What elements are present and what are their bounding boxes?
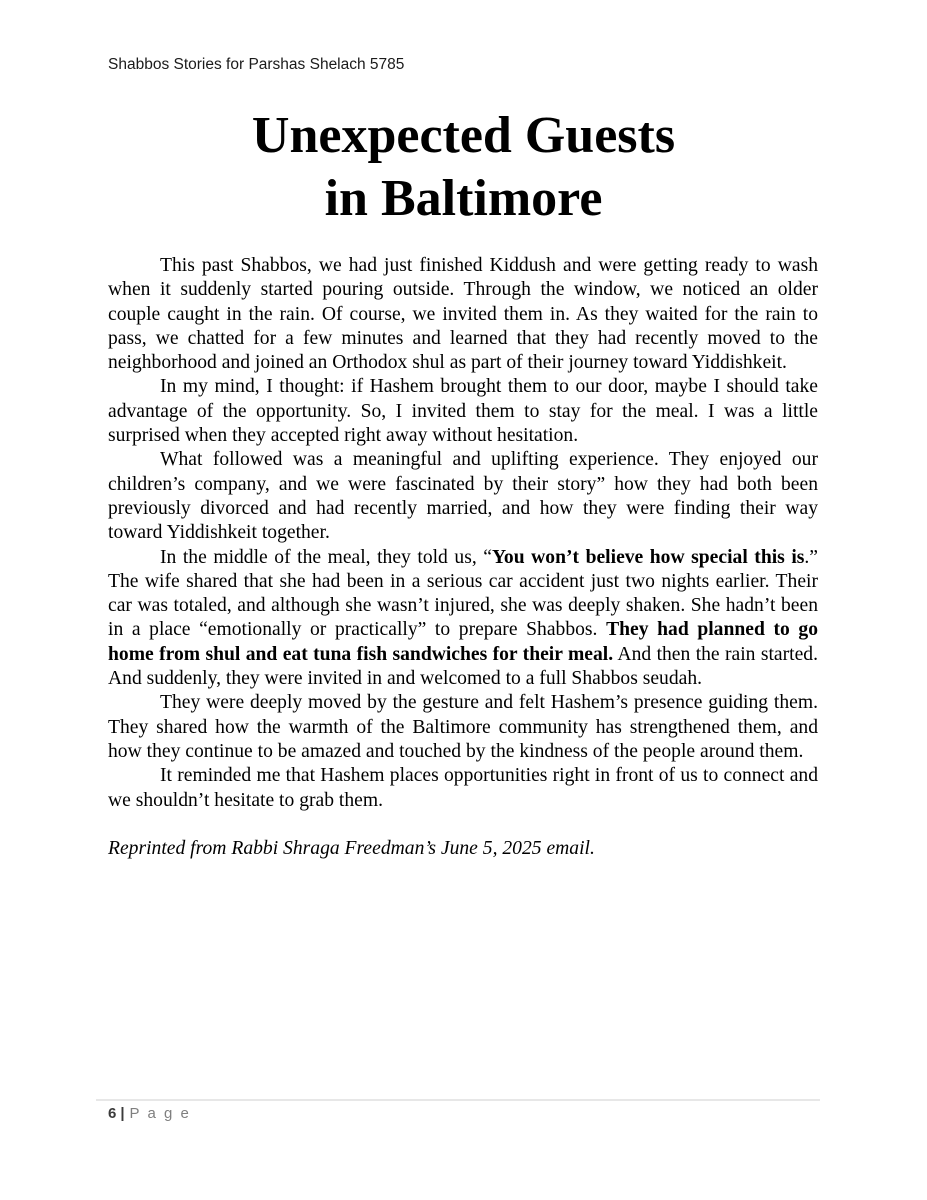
- bold-run: You won’t believe how special this is: [491, 546, 805, 568]
- document-header: Shabbos Stories for Parshas Shelach 5785: [108, 56, 405, 73]
- bold-run: They had planned to go home from shul and eat tuna fish sandwiches for their meal.: [108, 619, 819, 665]
- footer-separator: |: [120, 1105, 125, 1122]
- text-run: It reminded me that Hashem places opportunities right in front of us to connect and we shouldn’t hesitate to grab them.: [108, 765, 818, 811]
- text-run: What followed was a meaningful and uplifting experience. They enjoyed our children’s company, and we were fascinated by their story” how they had both been previously divorced and had recently married, and how they were finding their way toward Yiddishkeit together.: [108, 449, 818, 544]
- paragraph: [108, 546, 818, 692]
- paragraph: [108, 448, 818, 545]
- footer-page-label: P a g e: [129, 1105, 191, 1122]
- text-run: And then the rain started. And suddenly, they were invited in and welcomed to a full Shabbos seudah.: [108, 643, 818, 690]
- page-footer: [108, 1105, 191, 1122]
- page-title: [0, 104, 927, 230]
- paragraph: [108, 764, 818, 813]
- text-run: This past Shabbos, we had just finished Kiddush and were getting ready to wash when it suddenly started pouring outside. Through the window, we noticed an older couple caught in the rain. Of course, we invited them in. As they waited for the rain to pass, we chatted for a few minutes and learned that they had recently moved to the neighborhood and joined an Orthodox shul as part of their journey toward Yiddishkeit.: [108, 255, 818, 374]
- text-run: In the middle of the meal, they told us, “: [160, 546, 492, 568]
- footer-divider: [96, 1099, 820, 1101]
- title-line-2: in Baltimore: [324, 170, 603, 227]
- title-line-1: Unexpected Guests: [251, 107, 676, 164]
- text-run: .” The wife shared that she had been in a serious car accident just two nights earlier. Their car was totaled, and although she wasn’t injured, she was deeply shaken. She hadn’t been in a place “emotionally or practically” to prepare Shabbos.: [108, 546, 818, 641]
- story-body: [108, 254, 818, 861]
- text-run: They were deeply moved by the gesture and felt Hashem’s presence guiding them. They shared how the warmth of the Baltimore community has strengthened them, and how they continue to be amazed and touched by the kindness of the people around them.: [108, 692, 818, 762]
- story-paragraphs: [108, 254, 818, 813]
- paragraph: [108, 254, 818, 375]
- paragraph: [108, 691, 818, 764]
- attribution-line: Reprinted from Rabbi Shraga Freedman’s June 5, 2025 email.: [108, 837, 595, 859]
- page-number: 6: [108, 1105, 117, 1122]
- text-run: In my mind, I thought: if Hashem brought them to our door, maybe I should take advantage of the opportunity. So, I invited them to stay for the meal. I was a little surprised when they accepted right away without hesitation.: [108, 376, 818, 447]
- paragraph: [108, 375, 818, 448]
